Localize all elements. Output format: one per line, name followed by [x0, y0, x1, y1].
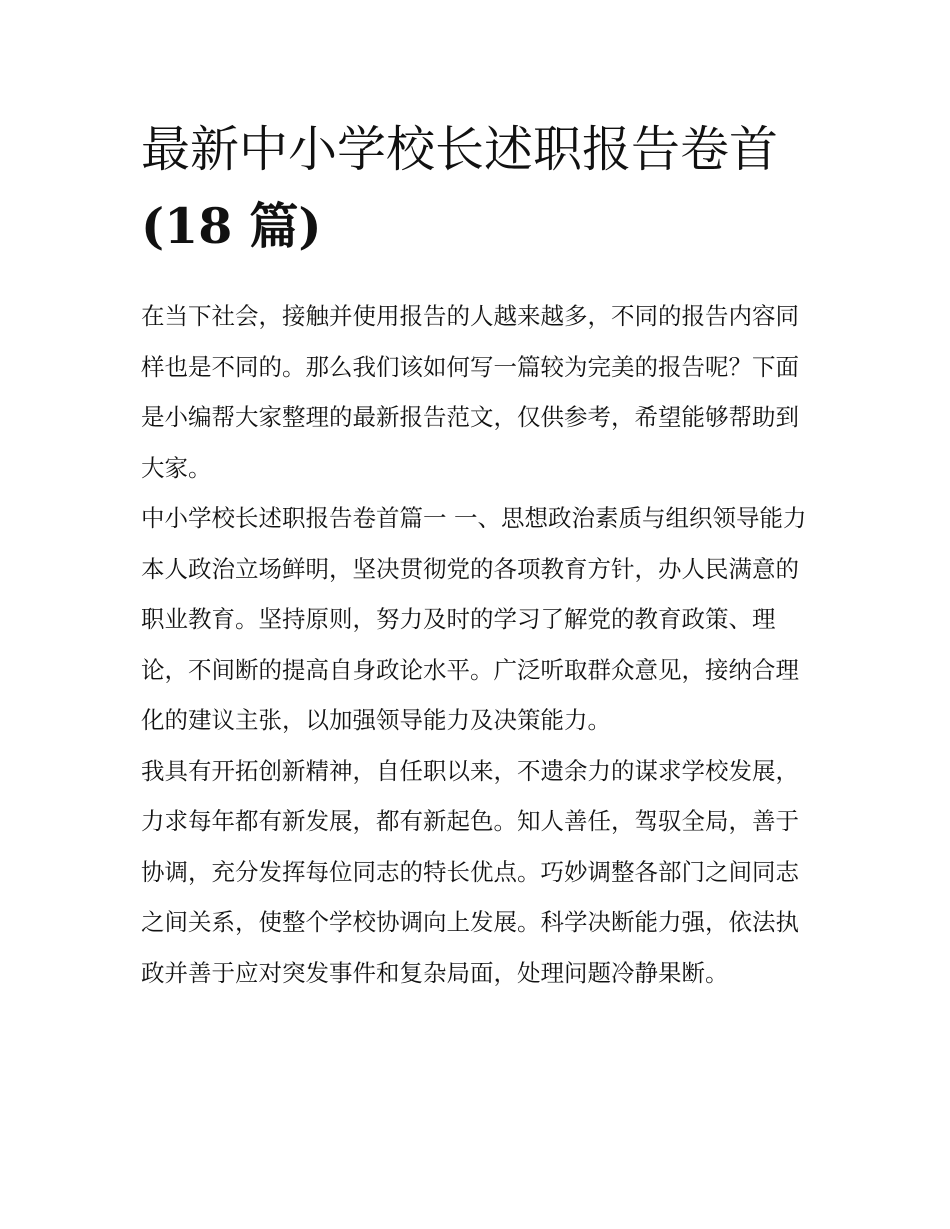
body-paragraph-2: 我具有开拓创新精神，自任职以来，不遗余力的谋求学校发展，力求每年都有新发展，都有新起色。知人善任，驾驭全局，善于协调，充分发挥每位同志的特长优点。巧妙调整各部门之间同志之间关系，使整个学校协调向上发展。科学决断能力强，依法执政并善于应对突发事件和复杂局面，处理问题冷静果断。: [141, 756, 799, 987]
document-title: [141, 112, 813, 265]
document-page: [141, 112, 813, 998]
body-paragraph-1: 本人政治立场鲜明，坚决贯彻党的各项教育方针，办人民满意的职业教育。坚持原则，努力及时的学习了解党的教育政策、理论，不间断的提高自身政论水平。广泛听取群众意见，接纳合理化的建议主张，以加强领导能力及决策能力。: [141, 554, 799, 734]
section-heading-paragraph: 中小学校长述职报告卷首篇一 一、思想政治素质与组织领导能力: [141, 504, 807, 532]
intro-paragraph: 在当下社会，接触并使用报告的人越来越多，不同的报告内容同样也是不同的。那么我们该如何写一篇较为完美的报告呢？下面是小编帮大家整理的最新报告范文，仅供参考，希望能够帮助到大家。: [141, 302, 799, 482]
title-line-2: (18 篇): [141, 197, 322, 255]
title-line-1: 最新中小学校长述职报告卷首: [141, 121, 779, 178]
